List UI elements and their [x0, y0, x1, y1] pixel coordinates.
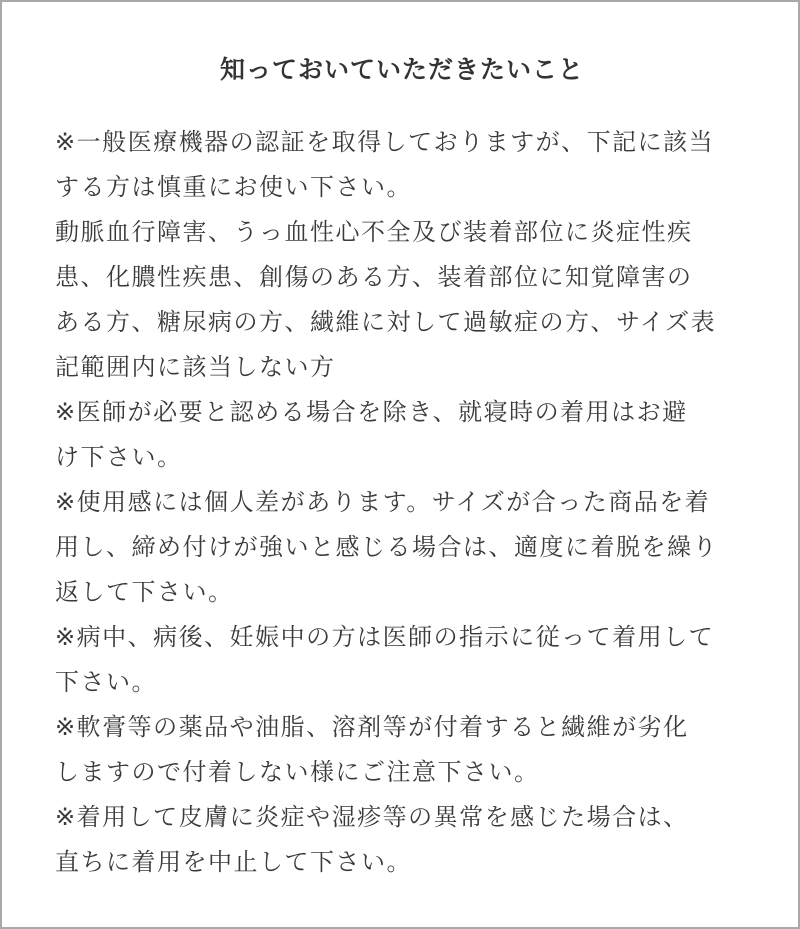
notice-line: 記範囲内に該当しない方	[55, 353, 336, 381]
notice-line: 患、化膿性疾患、創傷のある方、装着部位に知覚障害の	[55, 263, 693, 291]
notice-line: ※病中、病後、妊娠中の方は医師の指示に従って着用して	[55, 623, 715, 651]
notice-line: 下さい。	[55, 668, 157, 696]
notice-line: 直ちに着用を中止して下さい。	[55, 848, 412, 876]
notice-line: ※医師が必要と認める場合を除き、就寝時の着用はお避	[55, 398, 688, 426]
notice-body	[55, 120, 757, 885]
notice-line: 返して下さい。	[55, 578, 234, 606]
notice-line: ※一般医療機器の認証を取得しておりますが、下記に該当	[55, 128, 715, 156]
notice-title: 知っておいていただきたいこと	[219, 55, 584, 84]
notice-line: ※使用感には個人差があります。サイズが合った商品を着	[55, 488, 711, 516]
notice-line: ※着用して皮膚に炎症や湿疹等の異常を感じた場合は、	[55, 803, 689, 831]
notice-line: 用し、締め付けが強いと感じる場合は、適度に着脱を繰り	[55, 533, 718, 561]
notice-line: け下さい。	[55, 443, 183, 471]
notice-line: する方は慎重にお使い下さい。	[55, 173, 412, 201]
notice-line: 動脈血行障害、うっ血性心不全及び装着部位に炎症性疾	[55, 218, 693, 246]
notice-line: ※軟膏等の薬品や油脂、溶剤等が付着すると繊維が劣化	[55, 713, 689, 741]
notice-line: ある方、糖尿病の方、繊維に対して過敏症の方、サイズ表	[55, 308, 717, 336]
notice-line: しますので付着しない様にご注意下さい。	[55, 758, 540, 786]
